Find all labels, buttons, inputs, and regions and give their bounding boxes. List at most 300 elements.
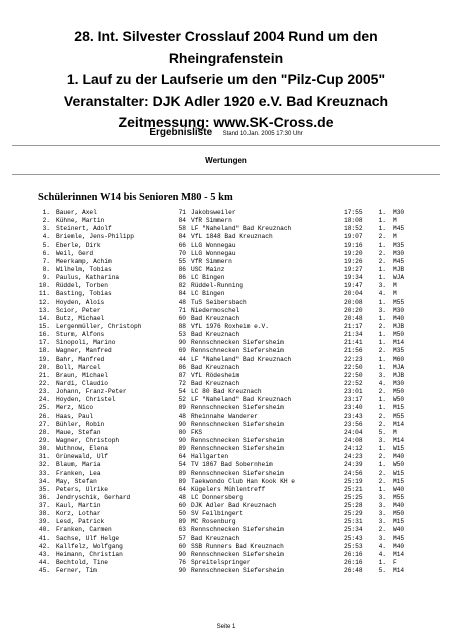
result-pl: 1.: [378, 241, 386, 249]
result-klasse: M40: [393, 502, 405, 510]
result-zeit: 22:23: [344, 355, 363, 363]
result-name: Johann, Franz-Peter: [56, 388, 127, 396]
result-verein: LLG Wonnegau: [191, 249, 236, 257]
result-pl: 2.: [378, 257, 386, 265]
result-jg: 89: [178, 477, 186, 485]
result-zeit: 19:07: [344, 233, 363, 241]
result-klasse: W15: [393, 445, 405, 453]
result-name: Nardi, Claudio: [56, 379, 108, 387]
result-zeit: 24:56: [344, 469, 363, 477]
result-klasse: M: [393, 282, 397, 290]
result-pl: 1.: [378, 314, 386, 322]
result-name: Meerkamp, Achim: [56, 257, 112, 265]
result-klasse: F: [393, 559, 397, 567]
result-place: 1.: [42, 209, 50, 216]
result-verein: TV 1867 Bad Sobernheim: [191, 461, 273, 469]
result-verein: Rüddel-Running: [191, 282, 243, 290]
result-place: 7.: [42, 257, 50, 265]
result-pl: 3.: [378, 534, 386, 542]
result-place: 11.: [38, 290, 50, 298]
result-pl: 3.: [378, 306, 386, 314]
result-zeit: 19:34: [344, 274, 363, 282]
result-name: Haas, Paul: [56, 412, 94, 420]
result-jg: 69: [178, 347, 186, 355]
result-zeit: 23:56: [344, 420, 363, 428]
result-name: Lergenmüller, Christoph: [56, 322, 142, 330]
result-jg: 48: [178, 493, 186, 501]
result-jg: 48: [178, 298, 186, 306]
result-row: [0, 429, 452, 437]
result-verein: Bad Kreuznach: [191, 534, 240, 542]
result-row: [0, 453, 452, 461]
result-pl: 4.: [378, 290, 386, 298]
result-klasse: M55: [393, 412, 405, 420]
result-name: Korz, Lothar: [56, 510, 101, 518]
result-zeit: 19:47: [344, 282, 363, 290]
result-jg: 84: [178, 233, 186, 241]
result-klasse: M30: [393, 209, 405, 216]
race-title: Schülerinnen W14 bis Senioren M80 - 5 km: [38, 192, 233, 203]
result-jg: 86: [178, 363, 186, 371]
result-place: 30.: [38, 445, 50, 453]
result-row: [0, 209, 452, 217]
result-name: Peters, Ulrike: [56, 485, 108, 493]
result-place: 14.: [38, 314, 50, 322]
result-row: [0, 274, 452, 282]
result-row: [0, 413, 452, 421]
result-place: 25.: [38, 404, 50, 412]
result-jg: 44: [178, 355, 186, 363]
divider-bottom: [12, 174, 440, 175]
result-row: [0, 380, 452, 388]
result-name: Scior, Peter: [56, 306, 101, 314]
result-row: [0, 266, 452, 274]
result-jg: 90: [178, 567, 186, 575]
result-verein: VfL Rödesheim: [191, 371, 240, 379]
result-jg: 90: [178, 420, 186, 428]
result-name: Maue, Stefan: [56, 428, 101, 436]
result-zeit: 23:43: [344, 412, 363, 420]
result-verein: MC Rosenburg: [191, 518, 236, 526]
result-row: [0, 299, 452, 307]
result-verein: USC Mainz: [191, 265, 225, 273]
result-jg: 60: [178, 542, 186, 550]
result-row: [0, 225, 452, 233]
result-pl: 3.: [378, 502, 386, 510]
result-place: 27.: [38, 420, 50, 428]
result-place: 24.: [38, 396, 50, 404]
result-jg: 89: [178, 469, 186, 477]
result-jg: 87: [178, 371, 186, 379]
result-pl: 1.: [378, 331, 386, 339]
result-row: [0, 486, 452, 494]
result-jg: 88: [178, 322, 186, 330]
result-row: [0, 543, 452, 551]
result-verein: Rennschnecken Siefersheim: [191, 339, 284, 347]
result-jg: 71: [178, 209, 186, 216]
result-name: Jendryschik, Gerhard: [56, 493, 131, 501]
result-row: [0, 404, 452, 412]
result-klasse: MJB: [393, 265, 405, 273]
result-pl: 3.: [378, 510, 386, 518]
result-zeit: 24:12: [344, 445, 363, 453]
result-place: 26.: [38, 412, 50, 420]
result-klasse: M14: [393, 420, 405, 428]
result-name: Braun, Michael: [56, 371, 108, 379]
result-klasse: M45: [393, 257, 405, 265]
result-klasse: M30: [393, 249, 405, 257]
result-pl: 1.: [378, 485, 386, 493]
result-name: Ferner, Tim: [56, 567, 97, 575]
result-pl: 1.: [378, 461, 386, 469]
result-place: 31.: [38, 453, 50, 461]
result-verein: Taekwondo Club Han Kook KH e: [191, 477, 295, 485]
result-name: Sinopoli, Marino: [56, 339, 116, 347]
result-row: [0, 315, 452, 323]
results-label: Ergebnisliste: [149, 127, 213, 138]
result-verein: Bad Kreuznach: [191, 363, 240, 371]
result-pl: 1.: [378, 298, 386, 306]
result-row: [0, 437, 452, 445]
result-name: Kühne, Martin: [56, 217, 105, 225]
result-jg: 54: [178, 388, 186, 396]
result-verein: SV Feilbingert: [191, 510, 243, 518]
result-name: Wilhelm, Tobias: [56, 265, 112, 273]
result-place: 16.: [38, 331, 50, 339]
result-jg: 90: [178, 550, 186, 558]
result-jg: 82: [178, 282, 186, 290]
result-verein: Bad Kreuznach: [191, 379, 240, 387]
result-verein: Rennschnecken Siefersheim: [191, 469, 284, 477]
result-row: [0, 258, 452, 266]
result-jg: 84: [178, 217, 186, 225]
result-zeit: 25:29: [344, 510, 363, 518]
result-klasse: M14: [393, 339, 405, 347]
result-klasse: M50: [393, 388, 405, 396]
result-pl: 2.: [378, 526, 386, 534]
result-klasse: M35: [393, 347, 405, 355]
result-verein: Rennschnecken Siefersheim: [191, 445, 284, 453]
result-klasse: M15: [393, 477, 405, 485]
result-pl: 5.: [378, 428, 386, 436]
title-line-4: Veranstalter: DJK Adler 1920 e.V. Bad Kreuznach: [63, 92, 389, 109]
result-pl: 1.: [378, 265, 386, 273]
result-row: [0, 356, 452, 364]
result-place: 34.: [38, 477, 50, 485]
result-klasse: M60: [393, 355, 405, 363]
result-place: 5.: [42, 241, 50, 249]
result-name: Bechtold, Tine: [56, 559, 108, 567]
result-name: Hoyden, Christel: [56, 396, 116, 404]
result-place: 44.: [38, 559, 50, 567]
result-klasse: M50: [393, 331, 405, 339]
result-pl: 4.: [378, 550, 386, 558]
result-verein: LLG Wonnegau: [191, 241, 236, 249]
result-verein: Bad Kreuznach: [191, 331, 240, 339]
result-zeit: 25:34: [344, 526, 363, 534]
title-line-1: 28. Int. Silvester Crosslauf 2004 Rund um den: [74, 28, 378, 44]
result-verein: TuS Seibersbach: [191, 298, 247, 306]
result-name: Kaul, Martin: [56, 502, 101, 510]
result-verein: VfL 1976 Roxheim e.V.: [191, 322, 269, 330]
result-row: [0, 331, 452, 339]
result-klasse: W40: [393, 485, 405, 493]
result-klasse: M45: [393, 225, 405, 233]
result-zeit: 21:17: [344, 322, 363, 330]
result-jg: 72: [178, 379, 186, 387]
result-pl: 1.: [378, 274, 386, 282]
result-verein: DJK Adler Bad Kreuznach: [191, 502, 277, 510]
result-pl: 3.: [378, 282, 386, 290]
result-pl: 4.: [378, 379, 386, 387]
result-klasse: M40: [393, 314, 405, 322]
result-klasse: M: [393, 233, 397, 241]
result-klasse: M: [393, 290, 397, 298]
result-row: [0, 339, 452, 347]
result-name: Heimann, Christian: [56, 550, 123, 558]
result-klasse: M40: [393, 453, 405, 461]
result-place: 23.: [38, 388, 50, 396]
result-jg: 58: [178, 225, 186, 233]
result-zeit: 18:52: [344, 225, 363, 233]
result-row: [0, 518, 452, 526]
result-jg: 84: [178, 290, 186, 298]
result-jg: 55: [178, 257, 186, 265]
result-name: Weil, Gerd: [56, 249, 94, 257]
result-jg: 89: [178, 518, 186, 526]
result-name: May, Stefan: [56, 477, 97, 485]
result-pl: 1.: [378, 363, 386, 371]
result-klasse: M15: [393, 518, 405, 526]
result-zeit: 22:50: [344, 371, 363, 379]
result-place: 8.: [42, 265, 50, 273]
result-row: [0, 290, 452, 298]
result-place: 41.: [38, 534, 50, 542]
result-pl: 3.: [378, 371, 386, 379]
result-klasse: M55: [393, 493, 405, 501]
results-subheading: [0, 122, 452, 140]
result-row: [0, 323, 452, 331]
result-verein: VfL 1848 Bad Kreuznach: [191, 233, 273, 241]
result-klasse: M14: [393, 436, 405, 444]
result-verein: Rennschnecken Siefersheim: [191, 404, 284, 412]
title-line-2: Rheingrafenstein: [168, 49, 284, 66]
result-name: Franken, Lea: [56, 469, 101, 477]
result-place: 17.: [38, 339, 50, 347]
results-list: [0, 209, 452, 575]
result-klasse: M14: [393, 567, 405, 575]
result-row: [0, 470, 452, 478]
result-zeit: 25:19: [344, 477, 363, 485]
result-jg: 64: [178, 453, 186, 461]
result-name: Wuthnow, Elena: [56, 445, 108, 453]
result-zeit: 20:04: [344, 290, 363, 298]
result-place: 33.: [38, 469, 50, 477]
result-klasse: MJB: [393, 371, 405, 379]
result-place: 35.: [38, 485, 50, 493]
result-klasse: W50: [393, 396, 405, 404]
result-pl: 2.: [378, 233, 386, 241]
result-zeit: 19:27: [344, 265, 363, 273]
result-zeit: 24:04: [344, 428, 363, 436]
result-pl: 1.: [378, 404, 386, 412]
result-pl: 3.: [378, 518, 386, 526]
result-row: [0, 510, 452, 518]
result-jg: 48: [178, 412, 186, 420]
result-verein: LF "Naheland" Bad Kreuznach: [191, 396, 292, 404]
result-klasse: M30: [393, 306, 405, 314]
result-place: 39.: [38, 518, 50, 526]
result-place: 9.: [42, 274, 50, 282]
result-jg: 76: [178, 559, 186, 567]
result-place: 10.: [38, 282, 50, 290]
result-klasse: W40: [393, 526, 405, 534]
status-timestamp: Stand 10.Jan. 2005 17:30 Uhr: [222, 131, 303, 137]
result-place: 15.: [38, 322, 50, 330]
result-row: [0, 502, 452, 510]
result-zeit: 26:16: [344, 559, 363, 567]
result-verein: LC Bingen: [191, 274, 225, 282]
result-verein: LF "Naheland" Bad Kreuznach: [191, 225, 292, 233]
result-place: 32.: [38, 461, 50, 469]
result-klasse: MJB: [393, 322, 405, 330]
result-row: [0, 526, 452, 534]
page-number: Seite 1: [216, 624, 236, 630]
result-zeit: 23:01: [344, 388, 363, 396]
result-pl: 2.: [378, 420, 386, 428]
result-pl: 2.: [378, 477, 386, 485]
result-verein: LC Donnersberg: [191, 493, 243, 501]
result-name: Hoyden, Alois: [56, 298, 105, 306]
result-row: [0, 347, 452, 355]
result-name: Lesd, Patrick: [56, 518, 105, 526]
result-row: [0, 445, 452, 453]
result-zeit: 22:52: [344, 379, 363, 387]
result-verein: FKS: [191, 428, 203, 436]
result-verein: Niedermoschel: [191, 306, 240, 314]
result-place: 12.: [38, 298, 50, 306]
result-verein: SSB Runners Bad Kreuznach: [191, 542, 284, 550]
result-name: Eberle, Dirk: [56, 241, 101, 249]
result-jg: 90: [178, 436, 186, 444]
result-name: Wagner, Christoph: [56, 436, 120, 444]
result-row: [0, 250, 452, 258]
result-klasse: M45: [393, 534, 405, 542]
result-zeit: 23:17: [344, 396, 363, 404]
result-pl: 1.: [378, 225, 386, 233]
result-jg: 53: [178, 331, 186, 339]
result-verein: Rennschnecken Siefersheim: [191, 567, 284, 575]
result-verein: Spreitelspringer: [191, 559, 251, 567]
result-zeit: 25:31: [344, 518, 363, 526]
result-verein: Rennschnecken Siefersheim: [191, 420, 284, 428]
result-name: Bahr, Manfred: [56, 355, 105, 363]
result-verein: Rennschnecken Siefersheim: [191, 436, 284, 444]
result-verein: Rennschnecken Siefersheim: [191, 347, 284, 355]
result-verein: Rheinnahe Wanderer: [191, 412, 258, 420]
result-zeit: 25:28: [344, 502, 363, 510]
result-zeit: 20:08: [344, 298, 363, 306]
result-jg: 86: [178, 274, 186, 282]
document-title: [0, 26, 452, 134]
result-jg: 80: [178, 428, 186, 436]
result-place: 36.: [38, 493, 50, 501]
result-jg: 57: [178, 534, 186, 542]
result-row: [0, 494, 452, 502]
result-row: [0, 217, 452, 225]
result-zeit: 25:43: [344, 534, 363, 542]
result-pl: 4.: [378, 542, 386, 550]
result-pl: 5.: [378, 567, 386, 575]
result-verein: Hallgarten: [191, 453, 229, 461]
result-verein: LF "Naheland" Bad Kreuznach: [191, 355, 292, 363]
result-pl: 2.: [378, 453, 386, 461]
result-klasse: W15: [393, 469, 405, 477]
result-klasse: M: [393, 217, 397, 225]
result-row: [0, 307, 452, 315]
result-pl: 2.: [378, 469, 386, 477]
result-name: Bauer, Axel: [56, 209, 97, 216]
result-jg: 86: [178, 265, 186, 273]
result-row: [0, 364, 452, 372]
result-pl: 2.: [378, 249, 386, 257]
result-zeit: 21:56: [344, 347, 363, 355]
result-verein: Kügelers Mühlentreff: [191, 485, 266, 493]
result-zeit: 21:34: [344, 331, 363, 339]
result-name: Wagner, Manfred: [56, 347, 112, 355]
result-place: 13.: [38, 306, 50, 314]
result-name: Grünewald, Ulf: [56, 453, 108, 461]
result-place: 45.: [38, 567, 50, 575]
result-row: [0, 242, 452, 250]
result-row: [0, 396, 452, 404]
result-place: 21.: [38, 371, 50, 379]
result-place: 6.: [42, 249, 50, 257]
result-pl: 1.: [378, 209, 386, 216]
result-name: Kallfelz, Wolfgang: [56, 542, 123, 550]
result-verein: LC Bingen: [191, 290, 225, 298]
result-jg: 60: [178, 502, 186, 510]
result-jg: 60: [178, 314, 186, 322]
result-zeit: 26:48: [344, 567, 363, 575]
result-klasse: MJA: [393, 363, 405, 371]
result-jg: 54: [178, 461, 186, 469]
result-klasse: M30: [393, 379, 405, 387]
result-klasse: WJA: [393, 274, 405, 282]
result-row: [0, 282, 452, 290]
result-verein: Jakobsweiler: [191, 209, 236, 216]
result-jg: 52: [178, 396, 186, 404]
title-line-5: Zeitmessung: www.SK-Cross.de: [118, 114, 334, 130]
result-name: Butz, Michael: [56, 314, 105, 322]
result-zeit: 24:08: [344, 436, 363, 444]
result-verein: Rennschnecken Siefersheim: [191, 526, 284, 534]
result-name: Bühler, Robin: [56, 420, 105, 428]
result-zeit: 23:40: [344, 404, 363, 412]
result-zeit: 25:53: [344, 542, 363, 550]
result-zeit: 24:23: [344, 453, 363, 461]
result-place: 3.: [42, 225, 50, 233]
result-klasse: M55: [393, 298, 405, 306]
result-zeit: 22:50: [344, 363, 363, 371]
result-place: 4.: [42, 233, 50, 241]
result-name: Sturm, Alfons: [56, 331, 105, 339]
result-row: [0, 233, 452, 241]
result-row: [0, 559, 452, 567]
result-row: [0, 551, 452, 559]
result-pl: 1.: [378, 339, 386, 347]
result-pl: 1.: [378, 355, 386, 363]
